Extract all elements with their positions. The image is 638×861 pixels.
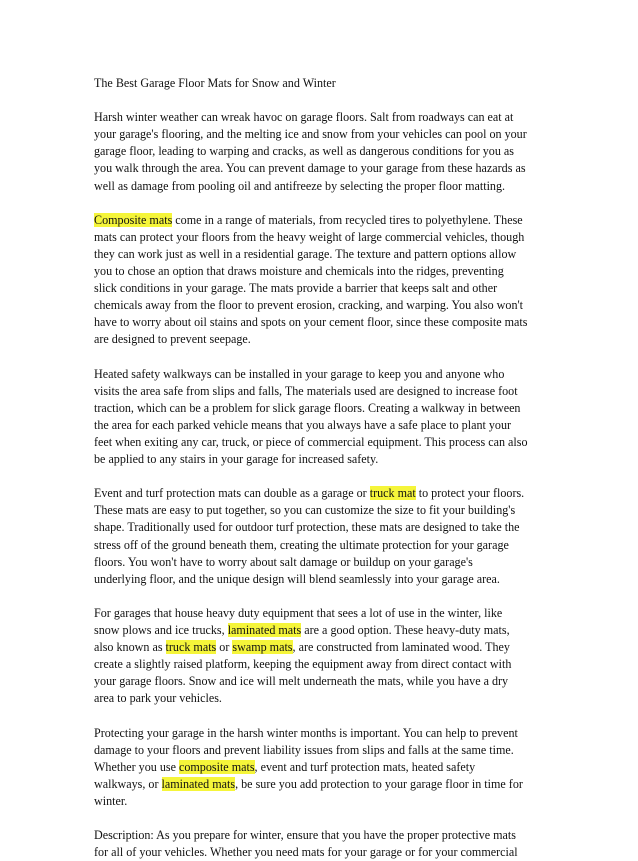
- text-run: snow plows and ice trucks,: [94, 623, 228, 637]
- text-line: [94, 725, 554, 742]
- text-run: feet when exiting any car, truck, or piece of commercial equipment. This process can also: [94, 434, 528, 449]
- text-line: [94, 263, 554, 280]
- paragraph: [94, 212, 554, 349]
- text-run: they can work just as well in a residential garage. The texture and pattern options allow: [94, 246, 517, 261]
- paragraph: [94, 827, 554, 861]
- text-run: also known as: [94, 640, 166, 655]
- text-run: damage to your floors and prevent liability issues from slips and falls at the same time.: [94, 742, 514, 757]
- paragraph-spacer: [94, 92, 554, 109]
- text-run: for all of your vehicles. Whether you need mats for your garage or for your commercial: [94, 845, 518, 860]
- text-line: [94, 212, 554, 229]
- text-line: [94, 109, 554, 126]
- text-run: you to chose an option that draws moisture and chemicals into the ridges, preventing: [94, 264, 504, 279]
- document-title: The Best Garage Floor Mats for Snow and Winter: [94, 76, 336, 90]
- text-run: to protect your floors.: [415, 486, 525, 501]
- text-run: be applied to any stairs in your garage for increased safety.: [94, 452, 379, 467]
- text-line: [94, 793, 554, 810]
- text-line: [94, 126, 554, 143]
- text-line: [94, 280, 554, 297]
- text-line: [94, 331, 554, 348]
- text-line: [94, 502, 554, 519]
- text-run: are designed to prevent seepage.: [94, 332, 251, 347]
- text-line: [94, 537, 554, 554]
- text-run: Protecting your garage in the harsh winter months is important. You can help to prevent: [94, 725, 518, 740]
- paragraph-spacer: [94, 468, 554, 485]
- highlighted-keyword: laminated mats: [161, 776, 236, 791]
- text-line: [94, 673, 554, 690]
- text-run: Whether you use: [94, 759, 179, 774]
- text-run: are a good option. These heavy-duty mats,: [301, 623, 510, 637]
- highlighted-keyword: truck mats: [165, 640, 217, 655]
- text-run: create a slightly raised platform, keeping the equipment away from direct contact with: [94, 657, 512, 672]
- text-line: [94, 554, 554, 571]
- highlighted-keyword: Composite mats: [94, 212, 173, 227]
- text-line: [94, 383, 554, 400]
- text-line: [94, 656, 554, 673]
- highlighted-keyword: laminated mats: [227, 623, 302, 637]
- text-run: well as damage from pooling oil and antifreeze by selecting the proper floor matting.: [94, 178, 506, 193]
- paragraphs: [94, 109, 554, 861]
- text-line: [94, 519, 554, 536]
- paragraph: [94, 109, 554, 194]
- paragraph-spacer: [94, 349, 554, 366]
- text-run: These mats are easy to put together, so you can customize the size to fit your building's: [94, 503, 516, 518]
- text-run: come in a range of materials, from recycled tires to polyethylene. These: [172, 212, 523, 227]
- text-line: [94, 297, 554, 314]
- text-run: have to worry about oil stains and spots on your cement floor, since these composite mats: [94, 315, 528, 330]
- highlighted-keyword: swamp mats: [232, 640, 293, 655]
- text-line: [94, 417, 554, 434]
- text-run: Description: As you prepare for winter, ensure that you have the proper protective mats: [94, 828, 516, 843]
- text-line: [94, 160, 554, 177]
- text-run: slick conditions in your garage. The mats provide a barrier that keeps salt and other: [94, 281, 498, 296]
- text-line: [94, 844, 554, 861]
- text-line: [94, 690, 554, 707]
- text-line: [94, 400, 554, 417]
- text-run: floors. You won't have to worry about salt damage or buildup on your garage's: [94, 554, 473, 569]
- text-line: [94, 776, 554, 793]
- text-line: [94, 246, 554, 263]
- text-run: garage floor, leading to warping and cracks, as well as dangerous conditions for you as: [94, 144, 514, 159]
- document-body: [94, 75, 554, 861]
- paragraph: [94, 725, 554, 810]
- text-run: traction, which can be a problem for slick garage floors. Creating a walkway in between: [94, 400, 521, 415]
- text-line: [94, 605, 554, 622]
- text-line: [94, 622, 554, 639]
- text-line: [94, 571, 554, 588]
- text-line: [94, 451, 554, 468]
- text-run: area to park your vehicles.: [94, 691, 222, 706]
- text-line: [94, 639, 554, 656]
- text-line: [94, 742, 554, 759]
- text-run: visits the area safe from slips and falls, The materials used are designed to increase foot: [94, 383, 518, 398]
- text-run: or: [216, 640, 233, 655]
- text-line: [94, 366, 554, 383]
- text-run: the area for each parked vehicle means that you always have a safe place to plant your: [94, 417, 512, 432]
- text-line: [94, 827, 554, 844]
- text-run: Harsh winter weather can wreak havoc on garage floors. Salt from roadways can eat at: [94, 110, 514, 125]
- text-run: walkways, or: [94, 776, 162, 791]
- paragraph-spacer: [94, 707, 554, 724]
- text-run: chemicals away from the floor to prevent erosion, cracking, and warping. You also won't: [94, 298, 524, 313]
- text-line: [94, 434, 554, 451]
- highlighted-keyword: composite mats: [178, 759, 255, 774]
- text-line: [94, 178, 554, 195]
- paragraph-spacer: [94, 810, 554, 827]
- text-run: winter.: [94, 793, 128, 808]
- text-run: your garage's flooring, and the melting ice and snow from your vehicles can pool on your: [94, 127, 527, 142]
- text-run: mats can protect your floors from the heavy weight of large commercial vehicles, though: [94, 229, 525, 244]
- text-run: , are constructed from laminated wood. They: [292, 640, 510, 655]
- text-run: underlying floor, and the unique design will blend seamlessly into your garage area.: [94, 571, 500, 586]
- text-run: shape. Traditionally used for outdoor turf protection, these mats are designed to take the: [94, 520, 520, 535]
- paragraph: [94, 366, 554, 469]
- text-run: Heated safety walkways can be installed in your garage to keep you and anyone who: [94, 366, 505, 381]
- highlighted-keyword: truck mat: [369, 486, 416, 501]
- text-run: , event and turf protection mats, heated safety: [254, 759, 476, 774]
- paragraph-spacer: [94, 195, 554, 212]
- text-line: [94, 314, 554, 331]
- paragraph-spacer: [94, 588, 554, 605]
- text-line: [94, 759, 554, 776]
- paragraph: [94, 605, 554, 708]
- paragraph: [94, 485, 554, 588]
- text-line: [94, 485, 554, 502]
- text-run: your garage floors. Snow and ice will melt underneath the mats, while you have a dry: [94, 674, 509, 689]
- text-run: , be sure you add protection to your garage floor in time for: [235, 776, 523, 791]
- text-line: [94, 143, 554, 160]
- text-run: you walk through the area. You can prevent damage to your garage from these hazards as: [94, 161, 526, 176]
- text-run: stress off of the ground beneath them, creating the ultimate protection for your garage: [94, 537, 509, 552]
- text-line: [94, 229, 554, 246]
- text-run: For garages that house heavy duty equipment that sees a lot of use in the winter, like: [94, 605, 503, 620]
- text-run: Event and turf protection mats can double as a garage or: [94, 486, 370, 501]
